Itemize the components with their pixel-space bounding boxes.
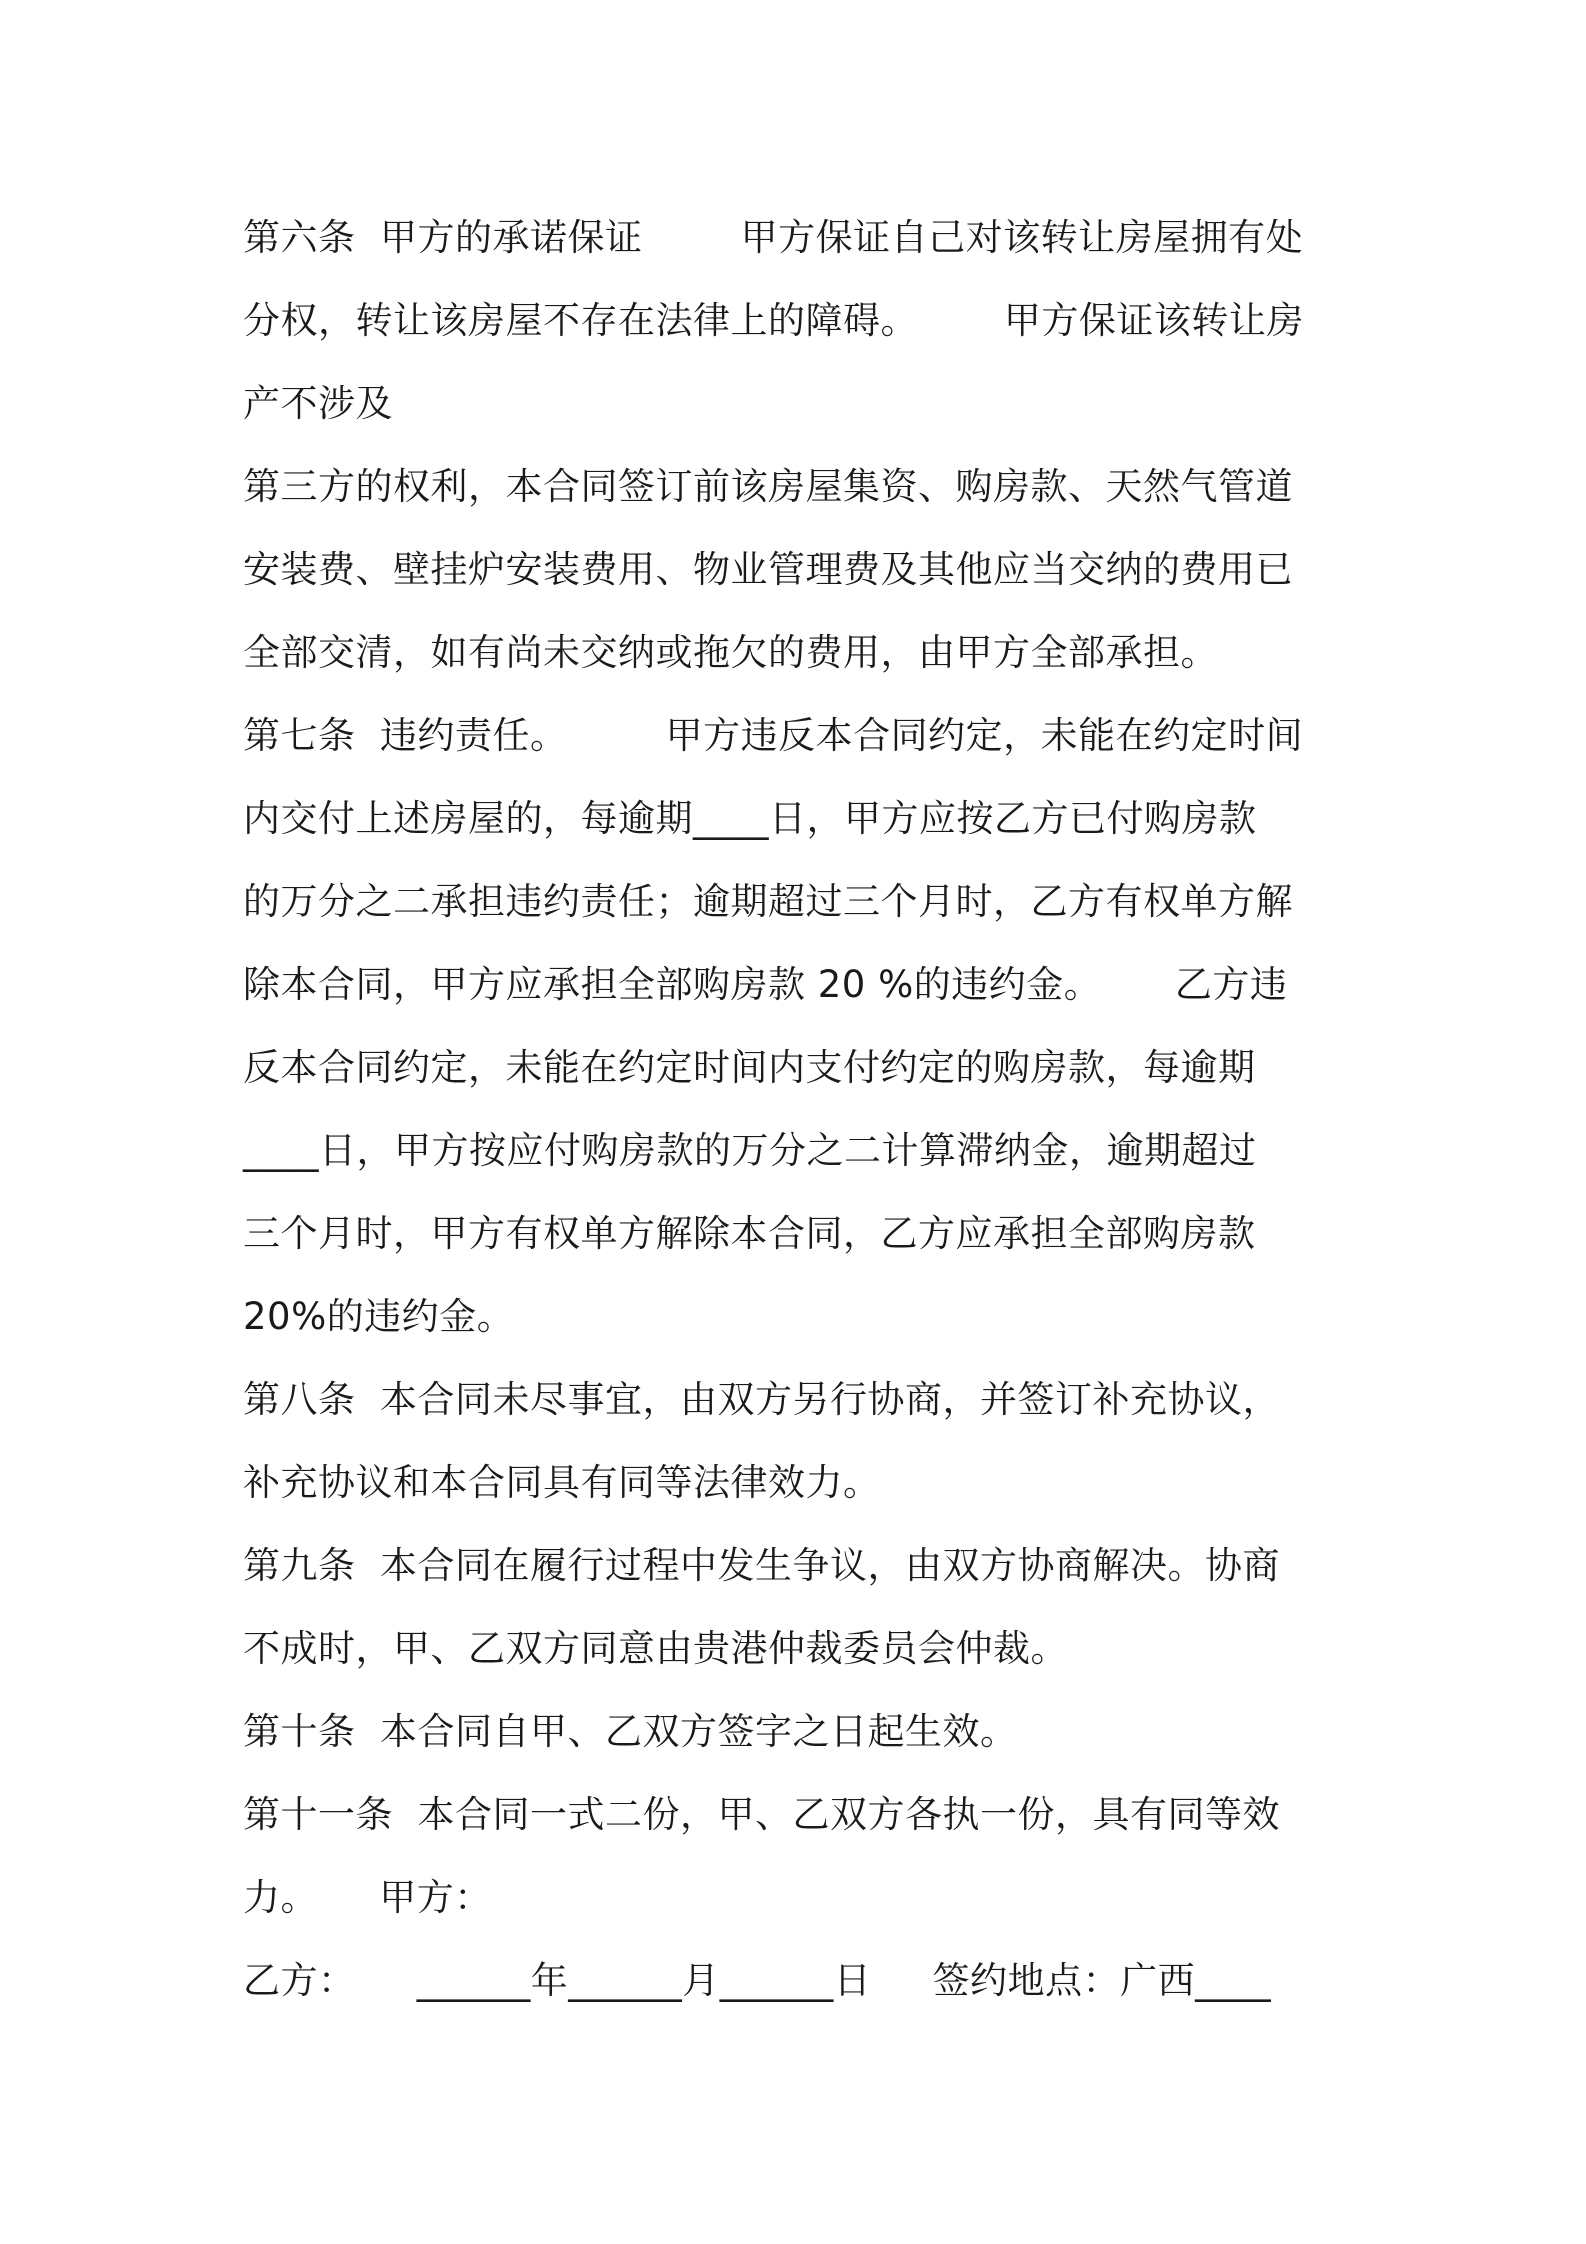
text-line: 第七条 违约责任。 甲方违反本合同约定，未能在约定时间 — [243, 714, 1304, 757]
text-line: 第三方的权利，本合同签订前该房屋集资、购房款、天然气管道 — [243, 465, 1293, 508]
contract-text — [243, 196, 1358, 2022]
text-line: 第九条 本合同在履行过程中发生争议，由双方协商解决。协商 — [243, 1544, 1281, 1587]
text-line: 第六条 甲方的承诺保证 甲方保证自己对该转让房屋拥有处 — [243, 216, 1304, 259]
text-line: 第十一条 本合同一式二份，甲、乙双方各执一份，具有同等效 — [243, 1793, 1281, 1836]
text-line: 不成时，甲、乙双方同意由贵港仲裁委员会仲裁。 — [243, 1627, 1068, 1670]
text-line: 反本合同约定，未能在约定时间内支付约定的购房款，每逾期 — [243, 1046, 1256, 1089]
text-line: 内交付上述房屋的，每逾期____日，甲方应按乙方已付购房款 — [243, 797, 1257, 840]
text-line: 除本合同，甲方应承担全部购房款 20 %的违约金。 乙方违 — [243, 963, 1288, 1006]
text-line: 三个月时，甲方有权单方解除本合同，乙方应承担全部购房款 — [243, 1212, 1256, 1255]
text-line: 力。 甲方： — [243, 1876, 492, 1919]
text-line: 的万分之二承担违约责任；逾期超过三个月时，乙方有权单方解 — [243, 880, 1293, 923]
text-line: 分权，转让该房屋不存在法律上的障碍。 甲方保证该转让房 — [243, 299, 1304, 342]
text-line: 安装费、壁挂炉安装费用、物业管理费及其他应当交纳的费用已 — [243, 548, 1293, 591]
text-line: ____日，甲方按应付购房款的万分之二计算滞纳金，逾期超过 — [243, 1129, 1257, 1172]
text-line: 产不涉及 — [243, 382, 393, 425]
text-line: 第八条 本合同未尽事宜，由双方另行协商，并签订补充协议， — [243, 1378, 1281, 1421]
text-line: 全部交清，如有尚未交纳或拖欠的费用，由甲方全部承担。 — [243, 631, 1218, 674]
text-line: 乙方： ______年______月______日 签约地点：广西____ — [243, 1959, 1272, 2002]
text-line: 第十条 本合同自甲、乙双方签字之日起生效。 — [243, 1710, 1018, 1753]
text-line: 20%的违约金。 — [243, 1295, 515, 1338]
text-line: 补充协议和本合同具有同等法律效力。 — [243, 1461, 881, 1504]
